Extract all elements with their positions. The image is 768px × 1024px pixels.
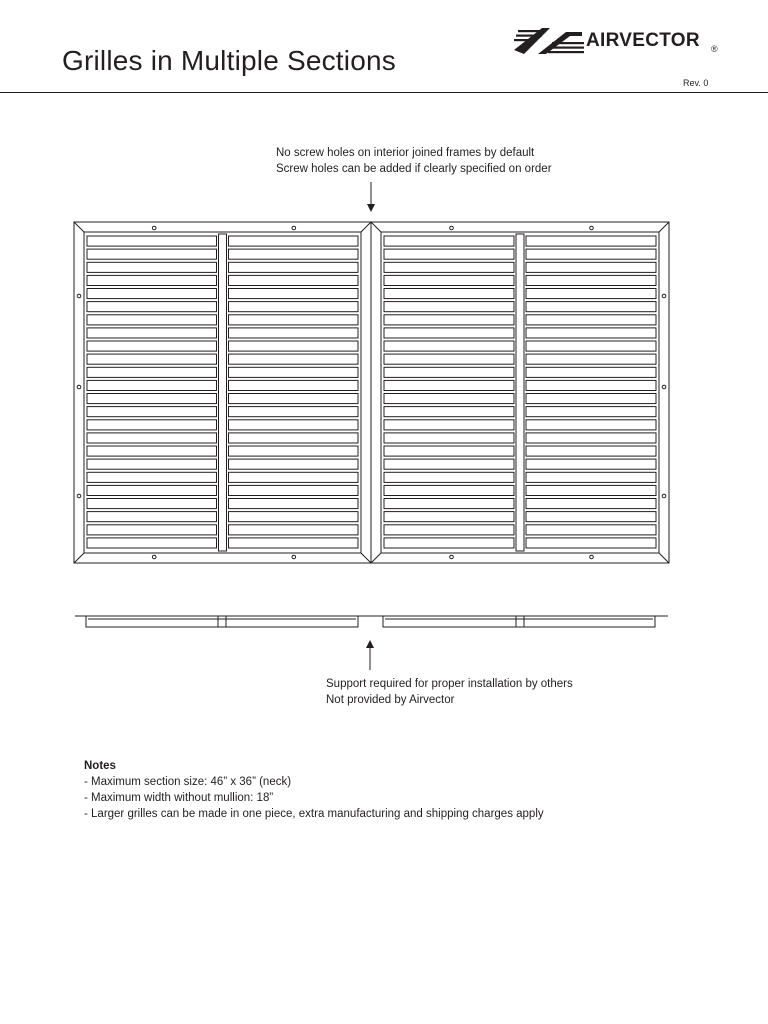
louvre-blade <box>229 485 359 495</box>
louvre-blade <box>526 262 656 272</box>
louvre-blade <box>526 341 656 351</box>
louvre-blade <box>87 459 217 469</box>
frame-miter <box>659 222 669 232</box>
louvre-blade <box>384 354 514 364</box>
screw-hole-icon <box>590 226 594 230</box>
screw-hole-icon <box>662 494 666 498</box>
frame-miter <box>74 553 84 563</box>
louvre-blade <box>229 538 359 548</box>
bottom-callout <box>326 676 573 708</box>
louvre-blade <box>526 367 656 377</box>
louvre-blade <box>526 512 656 522</box>
louvre-blade <box>384 249 514 259</box>
louvre-blade <box>384 472 514 482</box>
screw-hole-icon <box>77 294 81 298</box>
louvre-blade <box>87 236 217 246</box>
louvre-blade <box>87 433 217 443</box>
side-view <box>75 616 668 627</box>
louvre-blade <box>526 459 656 469</box>
louvre-blade <box>384 236 514 246</box>
louvre-blade <box>229 275 359 285</box>
note-item: - Larger grilles can be made in one piece, extra manufacturing and shipping charges apply <box>84 808 544 820</box>
notes-block <box>84 758 544 822</box>
louvre-blade <box>87 328 217 338</box>
screw-hole-icon <box>292 226 296 230</box>
screw-hole-icon <box>77 494 81 498</box>
louvre-blade <box>87 485 217 495</box>
louvre-blade <box>229 525 359 535</box>
louvre-blade <box>87 420 217 430</box>
louvre-blade <box>229 512 359 522</box>
louvre-blade <box>526 420 656 430</box>
louvre-blade <box>384 407 514 417</box>
louvre-blade <box>384 459 514 469</box>
frame-miter <box>361 553 371 563</box>
louvre-blade <box>229 499 359 509</box>
louvre-blade <box>384 433 514 443</box>
louvre-blade <box>384 341 514 351</box>
louvre-blade <box>87 354 217 364</box>
screw-hole-icon <box>662 385 666 389</box>
screw-hole-icon <box>77 385 81 389</box>
louvre-blade <box>229 328 359 338</box>
notes-heading: Notes <box>84 760 116 772</box>
section-inner-frame <box>84 232 361 553</box>
screw-hole-icon <box>152 555 156 559</box>
louvre-blade <box>526 315 656 325</box>
louvre-blade <box>229 341 359 351</box>
louvre-blade <box>87 512 217 522</box>
louvre-blade <box>229 446 359 456</box>
screw-hole-icon <box>662 294 666 298</box>
louvre-blade <box>526 289 656 299</box>
mullion <box>516 234 524 551</box>
frame-miter <box>371 553 381 563</box>
screw-hole-icon <box>152 226 156 230</box>
louvre-blade <box>384 538 514 548</box>
bottom-callout-line-1: Support required for proper installation by others <box>326 678 573 690</box>
louvre-blade <box>526 354 656 364</box>
louvre-blade <box>87 525 217 535</box>
louvre-blade <box>229 433 359 443</box>
louvre-blade <box>87 367 217 377</box>
louvre-blade <box>384 394 514 404</box>
louvre-blade <box>229 420 359 430</box>
note-item: - Maximum width without mullion: 18” <box>84 792 274 804</box>
louvre-blade <box>87 341 217 351</box>
louvre-blade <box>229 459 359 469</box>
louvre-blade <box>526 538 656 548</box>
louvre-blade <box>384 499 514 509</box>
louvre-blade <box>87 262 217 272</box>
louvre-blade <box>526 380 656 390</box>
frame-miter <box>659 553 669 563</box>
louvre-blade <box>526 275 656 285</box>
louvre-blade <box>384 367 514 377</box>
mullion <box>219 234 227 551</box>
louvre-blade <box>526 485 656 495</box>
louvre-blade <box>384 446 514 456</box>
louvre-blade <box>229 394 359 404</box>
louvre-blade <box>384 525 514 535</box>
louvre-blade <box>87 394 217 404</box>
louvre-blade <box>384 275 514 285</box>
louvre-blade <box>526 472 656 482</box>
louvre-blade <box>229 249 359 259</box>
louvre-blade <box>87 538 217 548</box>
section-inner-frame <box>381 232 659 553</box>
louvre-blade <box>526 249 656 259</box>
louvre-blade <box>526 302 656 312</box>
louvre-blade <box>526 525 656 535</box>
louvre-blade <box>87 249 217 259</box>
louvre-blade <box>384 289 514 299</box>
louvre-blade <box>526 394 656 404</box>
top-callout-line-2: Screw holes can be added if clearly specified on order <box>276 163 552 175</box>
louvre-blade <box>229 289 359 299</box>
louvre-blade <box>229 302 359 312</box>
louvre-blade <box>229 472 359 482</box>
brand-name: AIRVECTOR <box>586 30 700 51</box>
screw-hole-icon <box>450 555 454 559</box>
page-title: Grilles in Multiple Sections <box>62 45 396 76</box>
louvre-blade <box>384 302 514 312</box>
louvre-blade <box>526 328 656 338</box>
louvre-blade <box>229 354 359 364</box>
frame-miter <box>361 222 371 232</box>
louvre-blade <box>87 472 217 482</box>
registered-mark: ® <box>711 44 718 54</box>
louvre-blade <box>87 380 217 390</box>
revision-label: Rev. 0 <box>683 78 709 88</box>
louvre-blade <box>87 499 217 509</box>
louvre-blade <box>384 485 514 495</box>
louvre-blade <box>87 289 217 299</box>
louvre-blade <box>229 380 359 390</box>
louvre-blade <box>384 262 514 272</box>
louvre-blade <box>229 407 359 417</box>
louvre-blade <box>229 367 359 377</box>
top-callout-line-1: No screw holes on interior joined frames by default <box>276 147 535 159</box>
louvre-blade <box>384 315 514 325</box>
louvre-blade <box>526 433 656 443</box>
frame-miter <box>74 222 84 232</box>
louvre-blade <box>526 446 656 456</box>
louvre-blade <box>229 315 359 325</box>
screw-hole-icon <box>450 226 454 230</box>
louvre-blade <box>526 499 656 509</box>
louvre-blade <box>526 236 656 246</box>
front-view <box>74 222 669 563</box>
louvre-blade <box>384 420 514 430</box>
bottom-callout-line-2: Not provided by Airvector <box>326 694 455 706</box>
louvre-blade <box>87 302 217 312</box>
screw-hole-icon <box>590 555 594 559</box>
louvre-blade <box>87 275 217 285</box>
louvre-blade <box>384 380 514 390</box>
louvre-blade <box>384 512 514 522</box>
louvre-blade <box>87 315 217 325</box>
down-arrow-icon <box>367 182 375 212</box>
louvre-blade <box>87 446 217 456</box>
up-arrow-icon <box>366 640 374 670</box>
louvre-blade <box>87 407 217 417</box>
louvre-blade <box>229 262 359 272</box>
frame-miter <box>371 222 381 232</box>
louvre-blade <box>384 328 514 338</box>
note-item: - Maximum section size: 46” x 36” (neck) <box>84 776 292 788</box>
louvre-blade <box>229 236 359 246</box>
louvre-blade <box>526 407 656 417</box>
screw-hole-icon <box>292 555 296 559</box>
